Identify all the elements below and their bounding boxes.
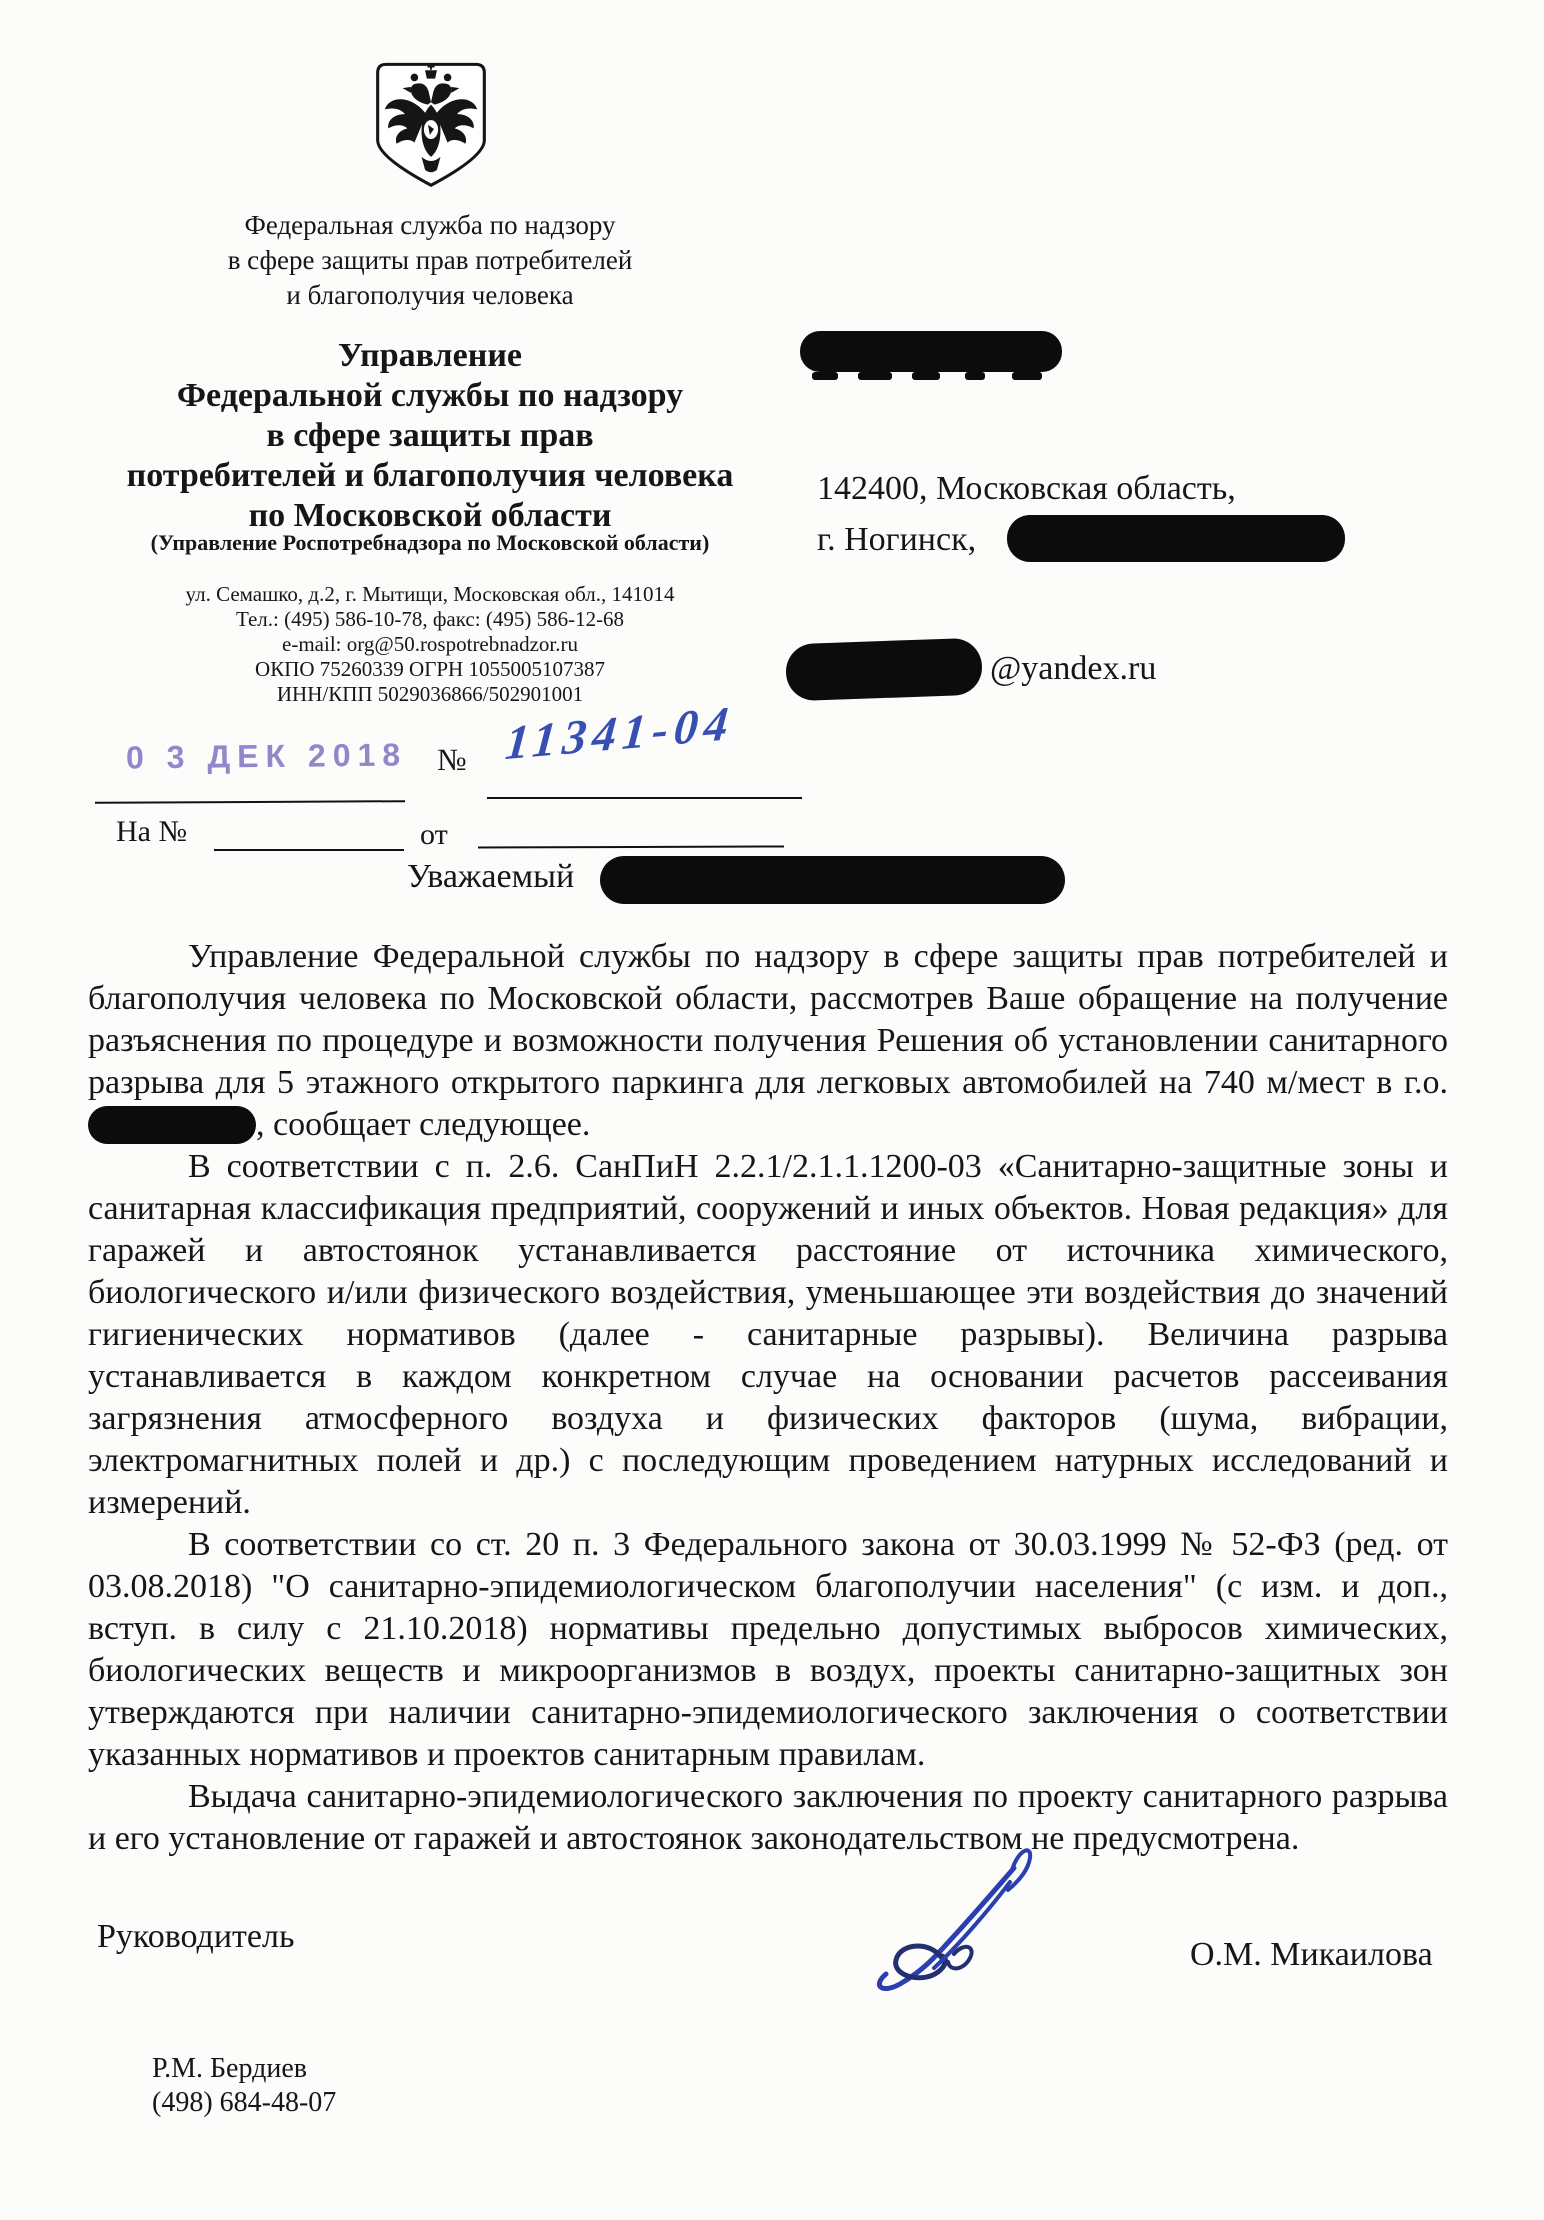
address-line: ул. Семашко, д.2, г. Мытищи, Московская обл., 141014 xyxy=(185,582,675,606)
letterhead-contacts xyxy=(85,582,775,707)
redacted-city-name xyxy=(88,1106,256,1144)
paragraph-1-text-after: , сообщает следующее. xyxy=(256,1106,591,1143)
email-line: e-mail: org@50.rospotrebnadzor.ru xyxy=(282,632,578,656)
redaction-letter-fragment xyxy=(858,372,892,380)
executor-block xyxy=(152,2052,336,2120)
okpo-ogrn-line: ОКПО 75260339 ОГРН 1055005107387 xyxy=(255,657,605,681)
department-line: потребителей и благополучия человека xyxy=(126,457,734,494)
body-paragraph-3: В соответствии со ст. 20 п. 3 Федерального закона от 30.03.1999 № 52-ФЗ (ред. от 03.08.2018) "О санитарно-эпидемиологическом благополучии населения" (с изм. и доп., вступ. в силу с 21.10.2018) нормативы предельно допустимых выбросов химических, биологических веществ и микроорганизмов в воздух, проекты санитарно-защитных зон утверждаются при наличии санитарно-эпидемиологического заключения о соответствии указанных нормативов и проектов санитарным правилам. xyxy=(88,1526,1448,1773)
date-rule xyxy=(95,800,405,804)
executor-name: Р.М. Бердиев xyxy=(152,2053,307,2084)
recipient-postal-line: 142400, Московская область, xyxy=(817,470,1236,507)
service-line: и благополучия человека xyxy=(286,280,574,310)
from-rule xyxy=(478,845,784,848)
number-label: № xyxy=(437,742,467,777)
recipient-city-line: г. Ногинск, xyxy=(817,521,977,558)
redaction-letter-fragment xyxy=(1012,372,1042,380)
redaction-letter-fragment xyxy=(912,372,940,380)
handwritten-number: 11341-04 xyxy=(503,696,737,771)
letter-body xyxy=(88,936,1448,1860)
executor-phone: (498) 684-48-07 xyxy=(152,2087,337,2118)
redacted-street-address xyxy=(1007,515,1345,562)
service-line: Федеральная служба по надзору xyxy=(244,210,616,240)
redaction-letter-fragment xyxy=(965,372,985,380)
letterhead-department-name xyxy=(85,336,775,536)
service-line: в сфере защиты прав потребителей xyxy=(227,245,633,275)
department-line: по Московской области xyxy=(248,497,612,534)
redaction-letter-fragment xyxy=(812,372,838,380)
on-number-rule xyxy=(214,849,404,851)
phone-fax-line: Тел.: (495) 586-10-78, факс: (495) 586-12-68 xyxy=(235,607,625,631)
number-rule xyxy=(487,797,802,799)
recipient-email-suffix: @yandex.ru xyxy=(990,650,1157,687)
redacted-salutation-name xyxy=(600,856,1065,904)
redacted-recipient-name xyxy=(800,331,1062,372)
inn-kpp-line: ИНН/КПП 5029036866/502901001 xyxy=(276,682,584,706)
salutation-text: Уважаемый xyxy=(407,858,575,895)
paragraph-1-text-before: Управление Федеральной службы по надзору в сфере защиты прав потребителей и благополучия человека по Московской области, рассмотрев Ваше обращение на получение разъяснения по процедуре и возможности получения Решения об установлении санитарного разрыва для 5 этажного открытого паркинга для легковых автомобилей на 740 м/мест в г.о. xyxy=(88,938,1448,1101)
letterhead-service-name xyxy=(85,208,775,313)
from-label: от xyxy=(420,818,448,851)
body-paragraph-4: Выдача санитарно-эпидемиологического заключения по проекту санитарного разрыва и его установление от гаражей и автостоянок законодательством не предусмотрена. xyxy=(88,1778,1448,1857)
body-paragraph-1 xyxy=(88,936,1448,1146)
date-stamp: 0 3 ДЕК 2018 xyxy=(125,736,408,776)
letterhead-short-name: (Управление Роспотребнадзора по Московской области) xyxy=(150,530,710,555)
handwritten-signature-ink xyxy=(872,1834,1082,2004)
department-line: в сфере защиты прав xyxy=(266,417,594,454)
body-paragraph-2: В соответствии с п. 2.6. СанПиН 2.2.1/2.1.1.1200-03 «Санитарно-защитные зоны и санитарная классификация предприятий, сооружений и иных объектов. Новая редакция» для гаражей и автостоянок устанавливается расстояние от источника химического, биологического и/или физического воздействия, уменьшающее эти воздействия до значений гигиенических нормативов (далее - санитарные разрывы). Величина разрыва устанавливается в каждом конкретном случае на основании расчетов рассеивания загрязнения атмосферного воздуха и физических факторов (шума, вибрации, электромагнитных полей и др.) с последующим проведением натурных исследований и измерений. xyxy=(88,1148,1448,1521)
on-number-label: На № xyxy=(116,815,188,848)
department-line: Федеральной службы по надзору xyxy=(176,377,684,414)
redacted-email-local-part xyxy=(785,638,983,702)
signer-name: О.М. Микаилова xyxy=(1190,1936,1433,1973)
signer-title: Руководитель xyxy=(97,1918,295,1955)
coat-of-arms-icon xyxy=(367,62,495,190)
department-line: Управление xyxy=(337,337,522,374)
